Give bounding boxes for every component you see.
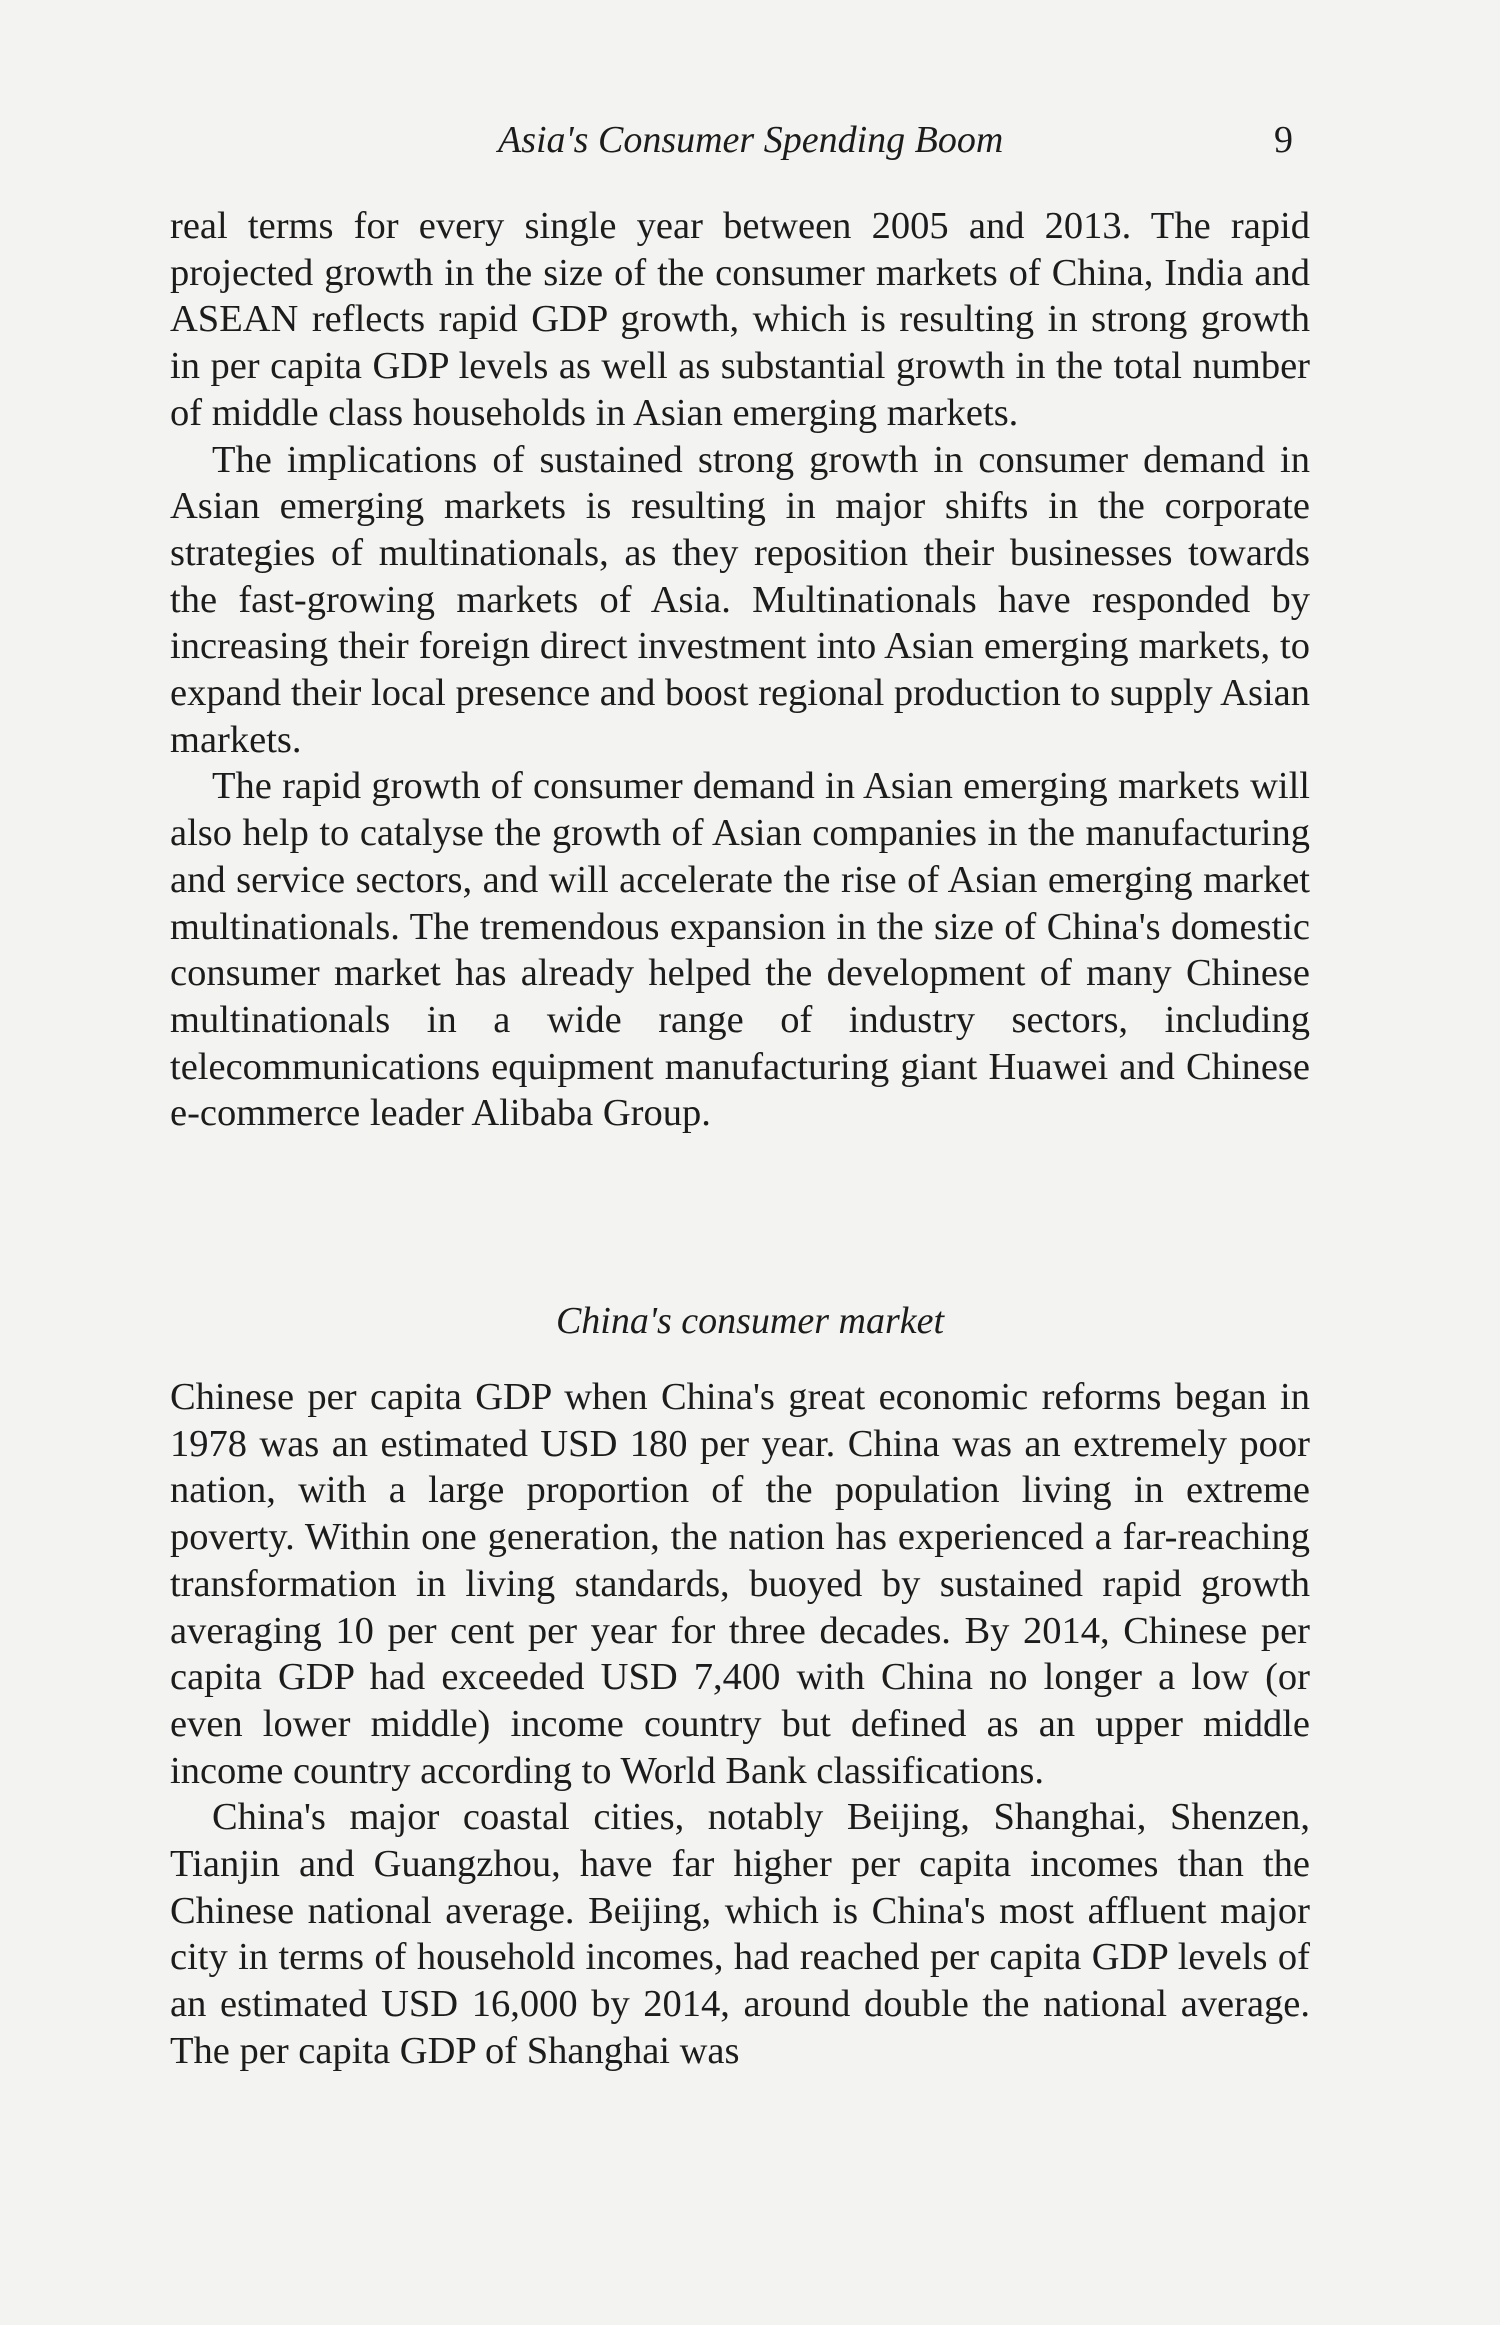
body-text-top [170, 203, 1310, 1137]
paragraph: The rapid growth of consumer demand in Asian emerging markets will also help to catalyse the growth of Asian companies in the manufacturing and service sectors, and will accelerate the rise of Asian emerging market multinationals. The tremendous expansion in the size of China's domestic consumer market has already helped the development of many Chinese multinationals in a wide range of industry sectors, including telecommunications equipment manufacturing giant Huawei and Chinese e-commerce leader Alibaba Group. [170, 765, 1310, 1135]
paragraph: Chinese per capita GDP when China's great economic reforms began in 1978 was an estimated USD 180 per year. China was an extremely poor nation, with a large proportion of the population living in extreme poverty. Within one generation, the nation has experienced a far-reaching transformation in living standards, buoyed by sustained rapid growth averaging 10 per cent per year for three decades. By 2014, Chinese per capita GDP had exceeded USD 7,400 with China no longer a low (or even lower middle) income country but defined as an upper middle income country according to World Bank classifications. [170, 1376, 1310, 1792]
page-number: 9 [1274, 119, 1293, 161]
paragraph: The implications of sustained strong growth in consumer demand in Asian emerging markets is resulting in major shifts in the corporate strategies of multinationals, as they reposition their businesses towards the fast-growing markets of Asia. Multinationals have responded by increasing their foreign direct investment into Asian emerging markets, to expand their local presence and boost regional production to supply Asian markets. [170, 438, 1310, 761]
paragraph-continued: real terms for every single year between 2005 and 2013. The rapid projected growth in the size of the consumer markets of China, India and ASEAN reflects rapid GDP growth, which is resulting in strong growth in per capita GDP levels as well as substantial growth in the total number of middle class households in Asian emerging markets. [170, 205, 1310, 434]
section-heading: China's consumer market [555, 1300, 945, 1342]
body-text-section [170, 1374, 1310, 2075]
running-title: Asia's Consumer Spending Boom [498, 119, 1004, 161]
paragraph: China's major coastal cities, notably Beijing, Shanghai, Shenzen, Tianjin and Guangzhou, have far higher per capita incomes than the Chinese national average. Beijing, which is China's most affluent major city in terms of household incomes, had reached per capita GDP levels of an estimated USD 16,000 by 2014, around double the national average. The per capita GDP of Shanghai was [170, 1796, 1310, 2072]
running-header [0, 112, 1500, 172]
